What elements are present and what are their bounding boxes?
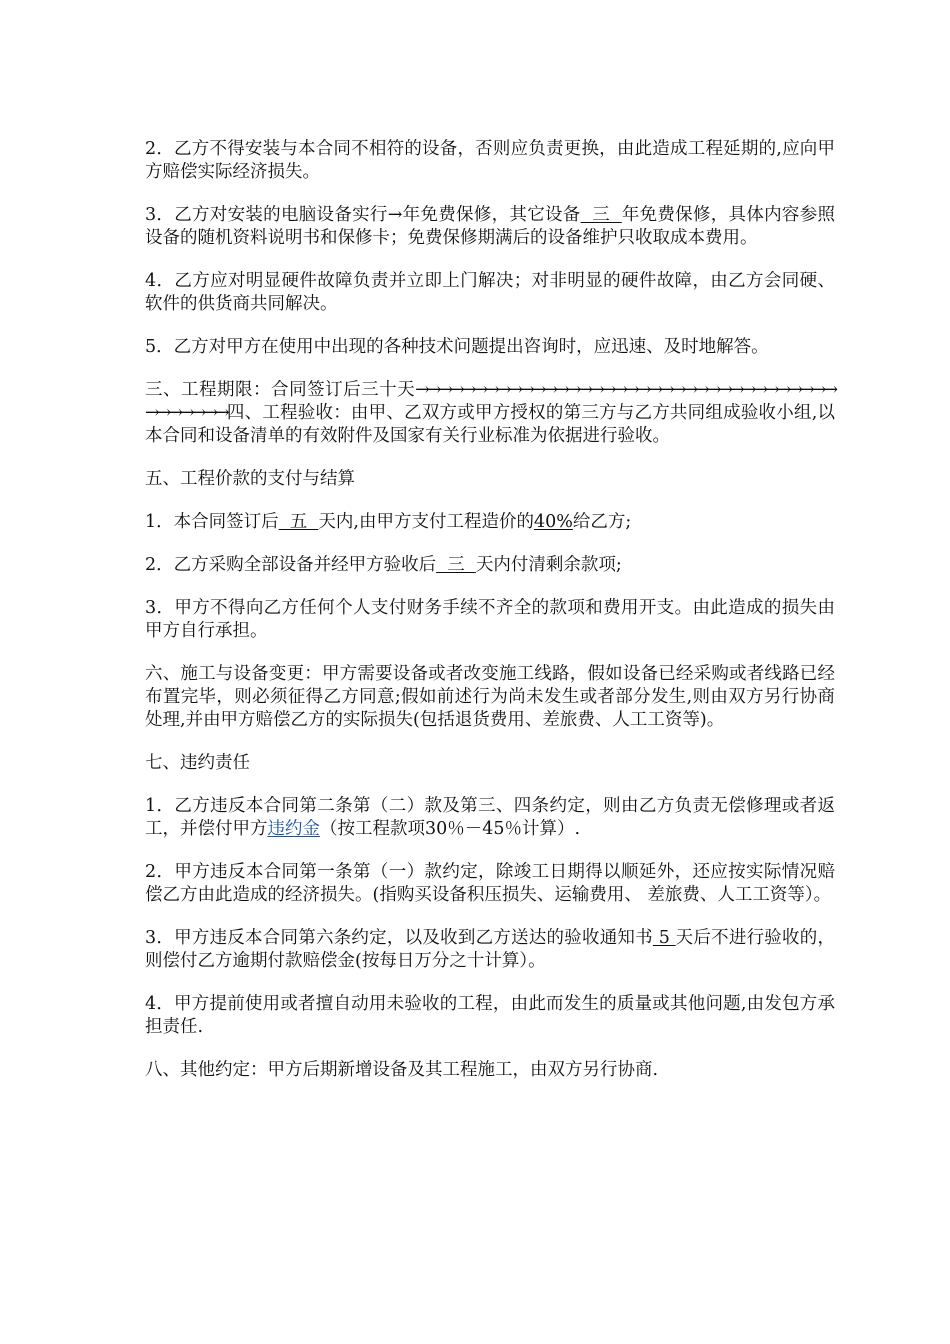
payment-clause-2	[145, 554, 835, 577]
payment-clause-3: 3．甲方不得向乙方任何个人支付财务手续不齐全的款项和费用开支。由此造成的损失由甲方自行承担。	[145, 598, 835, 641]
payment-1-text-a: 1．本合同签订后	[145, 512, 279, 532]
section-8-other: 八、其他约定：甲方后期新增设备及其工程施工，由双方另行协商.	[145, 1060, 659, 1080]
clause-3-warranty	[145, 204, 835, 250]
payment-1-text-b: 天内,由甲方支付工程造价的	[318, 512, 534, 532]
penalty-link[interactable]: 违约金	[267, 819, 320, 839]
liability-1-text-a: 1．乙方违反本合同第二条第（二）款及第三、四条约定，则由乙方负责无偿修理或者返工，并偿付甲方	[145, 796, 835, 839]
clause-4-hardware: 4．乙方应对明显硬件故障负责并立即上门解决；对非明显的硬件故障，由乙方会同硬、软件的供货商共同解决。	[145, 271, 835, 314]
section-3-text: 三、工程期限：合同签订后三十天	[145, 380, 416, 400]
section-3-term-and-4-acceptance	[145, 379, 835, 448]
payment-days-blank: 五	[278, 512, 319, 532]
warranty-years-blank: 三	[580, 205, 622, 225]
payment-percent: 40%	[533, 512, 573, 532]
section-4-text: 四、工程验收：由甲、乙双方或甲方授权的第三方与乙方共同组成验收小组,以本合同和设备清单的有效附件及国家有关行业标准为依据进行验收。	[145, 403, 835, 446]
document-page	[145, 138, 835, 1082]
liability-3-text-a: 3．甲方违反本合同第六条约定，以及收到乙方送达的验收通知书	[145, 928, 653, 948]
clause-3-text-a: 3．乙方对安装的电脑设备实行	[145, 205, 388, 225]
section-6-changes: 六、施工与设备变更：甲方需要设备或者改变施工线路，假如设备已经采购或者线路已经布置完毕，则必须征得乙方同意;假如前述行为尚未发生或者部分发生,则由双方另行协商处理,并由甲方赔偿乙方的实际损失(包括退货费用、差旅费、人工工资等)。	[145, 664, 835, 730]
payment-2-text-b: 天内付清剩余款项;	[475, 555, 622, 575]
clause-5-support: 5．乙方对甲方在使用中出现的各种技术问题提出咨询时，应迅速、及时地解答。	[145, 337, 769, 357]
arrow-glyph: →	[387, 205, 403, 225]
liability-clause-4: 4．甲方提前使用或者擅自动用未验收的工程，由此而发生的质量或其他问题,由发包方承担责任.	[145, 994, 835, 1037]
liability-clause-3	[145, 927, 835, 973]
arrow-leader: →→→→→→→→→→→→→→→→→→→→→→→→→→→→→→→→→→→→→→→→→→→	[145, 380, 835, 423]
liability-clause-2: 2．甲方违反本合同第一条第（一）款约定，除竣工日期得以顺延外，还应按实际情况赔偿乙方由此造成的经济损失。(指购买设备积压损失、运输费用、 差旅费、人工工资等）。	[145, 862, 835, 905]
liability-clause-1	[145, 795, 835, 841]
liability-1-text-b: （按工程款项30％－45％计算）.	[320, 819, 581, 839]
section-7-heading: 七、违约责任	[145, 753, 250, 773]
liability-3-text-b: 天后不进行验收的，则偿付乙方逾期付款赔偿金(按每日万分之十计算）。	[145, 928, 836, 971]
payment-2-text-a: 2．乙方采购全部设备并经甲方验收后	[145, 555, 437, 575]
settlement-days-blank: 三	[436, 555, 476, 575]
payment-1-text-c: 给乙方;	[572, 512, 632, 532]
clause-3-text-b: 年免费保修，其它设备	[402, 205, 581, 225]
notice-days-blank: 5	[652, 928, 676, 948]
section-5-heading: 五、工程价款的支付与结算	[145, 469, 355, 489]
clause-2-equipment: 2．乙方不得安装与本合同不相符的设备，否则应负责更换，由此造成工程延期的,应向甲方赔偿实际经济损失。	[145, 139, 835, 182]
payment-clause-1	[145, 511, 835, 534]
clause-3-text-c: 年免费保修，具体内容参照设备的随机资料说明书和保修卡；免费保修期满后的设备维护只收取成本费用。	[145, 205, 836, 248]
